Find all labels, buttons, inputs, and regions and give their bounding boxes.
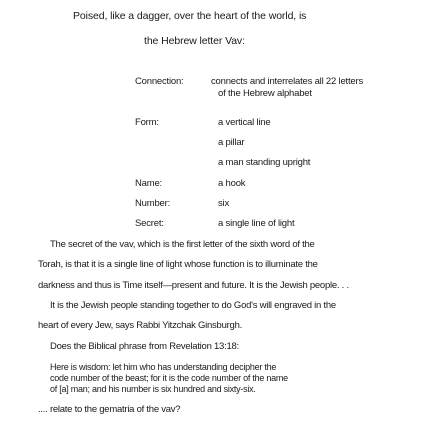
intro-line-1: Poised, like a dagger, over the heart of the world, is [73, 10, 307, 22]
paragraph-3: Does the Biblical phrase from Revelation 13:18: [50, 341, 239, 352]
number-label: Number: [135, 198, 171, 209]
paragraph-1-line-2: Torah, is that it is a single line of light whose function is to illuminate the [38, 259, 318, 270]
quote-line-3: of [a] man; and his number is six hundred and sixty-six. [50, 384, 256, 394]
form-value-1: a vertical line [218, 117, 271, 128]
name-label: Name: [135, 178, 162, 189]
paragraph-2-line-1: It is the Jewish people standing together to do God's will engraved in the [50, 300, 336, 311]
name-value: a hook [218, 178, 246, 189]
quote-line-1: Here is wisdom: let him who has understanding decipher the [50, 362, 277, 372]
form-value-3: a man standing upright [218, 157, 311, 168]
paragraph-1-line-3: darkness and thus is Time itself—present and future. It is the Jewish people. . . [38, 280, 349, 291]
secret-value: a single line of light [218, 218, 295, 229]
quote-line-2: code number of the beast; for it is the code number of the name [50, 373, 288, 383]
paragraph-2-line-2: heart of every Jew, says Rabbi Yitzchak Ginsburgh. [38, 320, 242, 331]
closing-question: .... relate to the gematria of the vav? [38, 404, 181, 415]
number-value: six [218, 198, 230, 209]
connection-value-1: connects and interrelates all 22 letters [211, 76, 364, 87]
form-value-2: a pillar [218, 137, 245, 148]
paragraph-1-line-1: The secret of the vav, which is the first letter of the sixth word of the [50, 239, 315, 250]
intro-line-2: the Hebrew letter Vav: [144, 35, 245, 47]
form-label: Form: [135, 117, 159, 128]
secret-label: Secret: [135, 218, 164, 229]
connection-label: Connection: [135, 76, 184, 87]
connection-value-2: of the Hebrew alphabet [218, 88, 312, 99]
